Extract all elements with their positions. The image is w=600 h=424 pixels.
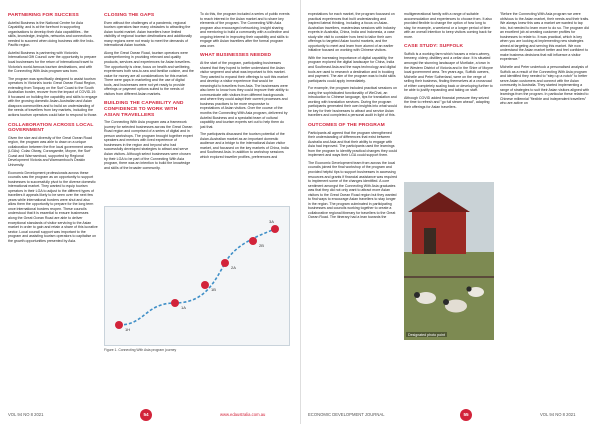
body-paragraph: At the start of the program, participating businesses shared that they hoped to better understand the Asian visitor segment and what was important to this market. They wanted to expand their offerings to suit this market and develop a visitor experience that would be meaningful to travellers from Asia. The businesses were also keen to know how they could improve their ability to communicate with visitors from different backgrounds and where they could adapt their current processes and business practices to be more responsive to expectations of Asian visitors. Over the course of the months the Connecting With Asia program, delivered by Autelist Business and a specialist team of cultural capability and tourism experts set out to help them do just that. — [200, 60, 289, 129]
body-paragraph: Suffolk is a working farm which houses a micro-winery, brewery, cidery, distillery and a cellar door. It is situated amongst the stunning landscape of Mortlake, a town in the Western District of Victoria and in the Shire of Moyne local government area. Ten years ago, Suffolk owners, Michelle and Peter Sutherland, were on the verge of selling their business, finding themselves at a crossroad of either completely scaling back or developing further to be able to justify expanding and taking on staff. — [404, 51, 493, 93]
journey-node — [171, 299, 186, 310]
journey-node-label: 1A — [181, 305, 186, 310]
body-paragraph: multigenerational family with a range of suitable accommodation and experiences to choose from. It also provided flexible to change the option of how long to stay, for example, a weekend or a longer period of time with an overall intention to keep visitors coming back for more. — [404, 12, 492, 39]
section-heading: CLOSING THE GAPS — [104, 13, 155, 18]
section-heading: PARTNERING FOR SUCCESS — [8, 13, 79, 18]
body-paragraph: Given the size and diversity of the Great Ocean Road region, the program was able to draw on a unique collaboration between the five local government areas (LGAs): Colac Otway, Corangamite, Moyne, the Surf Coast and Warrnambool, supported by Regional Development Victoria and Warrnambool's Deakin University. — [8, 135, 93, 167]
body-paragraph: With the increasing importance of digital capability, the program explored the digital landscape for China, India and Southeast Asia and the ways technology and digital tools are used to research a destination and in booking and payment. The aim of the program was to build skills participants could apply immediately. — [308, 55, 396, 83]
farm-sheep-photo — [404, 182, 494, 340]
section-heading: BUILDING THE CAPABILITY AND CONFIDENCE TO WORK WITH ASIAN TRAVELLERS — [104, 101, 184, 118]
journey-node-label: 2B — [259, 243, 264, 248]
section-heading: WHAT BUSINESSES NEEDED — [200, 53, 272, 59]
journey-node — [221, 259, 236, 270]
body-paragraph: Michelle and Peter undertook a personalised analysis of Suffolk as a result of the Connecting With Asia program and identified they needed to "step up a notch" to better serve Asian customers and connect with the Asian community in Australia. They started implementing a range of strategies to suit their Asian visitors aligned with learnings from the program. In particular these related to Chinese millennial "flexible and independent travellers" who are active on — [500, 65, 590, 106]
section-heading: CASE STUDY: SUFFOLK — [404, 44, 464, 50]
footer-volume-right: VOL 94 NO 8 2021 — [540, 412, 576, 417]
journey-node-label: 1H — [125, 327, 131, 332]
journey-diagram — [105, 207, 291, 347]
footer-website-link[interactable]: www.edaustralia.com.au — [220, 412, 266, 417]
left-column-3 — [200, 12, 290, 200]
journey-node-label: 2A — [231, 265, 236, 270]
body-paragraph: Autelist Business is partnering with Victoria's International Gift Council over the opportunity to prepare local businesses for the return of international travel to Victoria's world-famous tourism destinations, and with the Connecting With Asia program was born. — [8, 50, 97, 74]
right-column-1 — [308, 12, 398, 414]
section-heading: COLLABORATION ACROSS LOCAL GOVERNMENT — [8, 122, 94, 134]
figure-caption: Figure 1. Connecting With Asia program journey — [104, 348, 177, 352]
photo-caption: Designated photo point — [408, 332, 445, 337]
right-column-3 — [500, 12, 590, 412]
body-paragraph: For example, the program included practical sessions on using the sophisticated functionality of WeChat, an introduction to Chinese language, tips for translation and working with translation services. During the program participants generated their own insights into what would be key for their businesses to attract and service Asian travellers and completed a personal audit in light of this. — [308, 86, 397, 118]
page-number-badge: 55 — [460, 409, 472, 421]
program-journey-figure — [104, 206, 290, 346]
journey-node-label: 3A — [269, 219, 274, 224]
body-paragraph: The participants discussed the tourism potential of the Asian-Australian market as an important domestic audience and a bridge to the international Asian visitor market, and focussed on the key markets of China, India and Southeast Asia. In addition to workshop sessions which explored traveller profiles, preferences and — [200, 132, 289, 159]
section-heading: OUTCOMES OF THE PROGRAM — [308, 123, 385, 129]
body-paragraph: "Before the Connecting With Asia program we were oblivious to the Asian market, their needs and their traits. We always knew this was a market we wanted to tap into, but needed to learn more to do so. The program did an excellent job at creating customer profiles for businesses to relate to. It was practical, which is key when you are looking at implementing new strategies aimed at targeting and serving this market. We now understand the Asian market better and feel confident to make business decisions that will influence a visitor experience." — [500, 12, 590, 62]
photo-illustration — [404, 182, 494, 340]
body-paragraph: Even without the challenges of a pandemic, regional tourism operators face many obstacles to attracting the Asian tourist market. Asian travellers have limited visibility of regional tourism destinations and additionally many regions were not ready to meet the demands of international Asian tourists. — [104, 20, 192, 48]
left-column-2 — [104, 12, 194, 200]
body-paragraph: To do this, the program included a series of public events to reach interest in the Asian market and to share key elements of the program. The Connecting With Asia program also encouraged networking, insight sharing and mentoring to build a community with a collective and ongoing interest in improving their capability and skills to engage with Asian travellers after the formal program was over. — [200, 12, 290, 48]
body-paragraph: The Connecting With Asia program was a framework journey for selected businesses across the Great Ocean Road region and comprised of a series of digital and in person workshops. The program brought together expert speakers and mentors with lived experience of businesses in the region and beyond who had successfully developed strategies to attract and serve Asian visitors. Although select businesses were chosen by their LGA to be part of the Connecting With Asia program, there was an intention to build the knowledge and skills of the broader community. — [104, 120, 193, 170]
right-column-2 — [404, 12, 494, 178]
footer-journal-title: ECONOMIC DEVELOPMENT JOURNAL — [308, 412, 385, 417]
left-column-1 — [8, 12, 98, 414]
journey-node — [249, 237, 264, 248]
body-paragraph: The Economic Development team from across the local councils joined the final workshop of the program and provided helpful tips to support businesses in accessing resources and grants if financial assistance was required to implement some of the changes identified. A core sentiment amongst the Connecting With Asia graduates was that they did not only want to attract more Asian visitors to the Great Ocean Road region but they wanted to find ways to encourage Asian travellers to stay longer in the region. The program culminated in participating businesses and councils working together to create a collaborative regional itinerary for travellers to the Great Ocean Road. The itinerary had a lean towards the — [308, 160, 398, 220]
body-paragraph: expectations for each market, the program focussed on practical experiences that built understanding and inspired lateral thinking, including a focus on Asian-Australian travellers, masterclass sessions with industry experts in Australia, China, India and Indonesia, a case study site visit to consider how best to tailor their own offerings to targeted Asian tourist markets, and the opportunity to meet and learn from alumni of an earlier initiative focused on working with Chinese visitors. — [308, 12, 396, 53]
page-number-badge: 54 — [140, 409, 152, 421]
journey-node-label: 1B — [211, 287, 216, 292]
body-paragraph: Participants all agreed that the program strengthened their understanding of differences that exist between Australia and Asia and that their ability to engage with Asia had improved. The participants used the learnings from the program to identify practical changes they could implement and ways their LGA could support them. — [308, 130, 398, 158]
body-paragraph: The program was specifically designed to assist tourism operators in Victoria's iconic Great Ocean Road Region, extending from Torquay on the Surf Coast to the South Australian border, recover from the impact of COVID-19. It focussed on building the capability and skills to engage with the growing domestic Asian-Australian and Asian diaspora communities and to build an understanding of the needs of travellers from key markets, including the actions tourism operators could take to respond to those. — [8, 76, 98, 117]
body-paragraph: Although COVID added financial pressure they seized the time to refresh and "go full steam ahead", adapting their offerings for Asian travellers. — [404, 95, 490, 109]
journey-node — [115, 321, 130, 332]
body-paragraph: Economic Development professionals across these councils saw the program as an opportunity to support businesses to successfully pivot to the diverse domestic international market. They wanted to equip tourism operators in their LGA to adjust to the different types of travellers it appeals likely to be seen over the next few years while international borders were shut and also allow them the opportunity to prepare for the long term once international borders reopen. These councils understood that it is essential to ensure businesses along the Great Ocean Road are able to deliver exceptional standards of visitor servicing to the Asian market in order to gain and retain a share of this lucrative sector. Local council support was important to the program and assisting tourism operators to capitalise on the growth opportunities presented by Asia. — [8, 170, 98, 243]
body-paragraph: Along the Great Ocean Road, tourism operators were underperforming in providing relevant and quality products, services and experiences for Asian travellers. The opportunity is clear, focus on health and wellbeing, experiences both sea-to-sea and familiar cuisine, and the value for money are all considerations for this market. There were gaps in marketing and the use of digital tools, and businesses were not yet ready to provide offerings or payment options suited to the needs of visitors from different Asian markets. — [104, 50, 194, 96]
footer-volume-left: VOL 94 NO 8 2021 — [8, 412, 44, 417]
body-paragraph: Autelist Business is the National Centre for Asia Capability, and is at the forefront in supporting organisations to develop their Asia capabilities - the skills, knowledge, insights, networks and connections needed to succeed when doing business with the Indo-Pacific region. — [8, 20, 95, 48]
